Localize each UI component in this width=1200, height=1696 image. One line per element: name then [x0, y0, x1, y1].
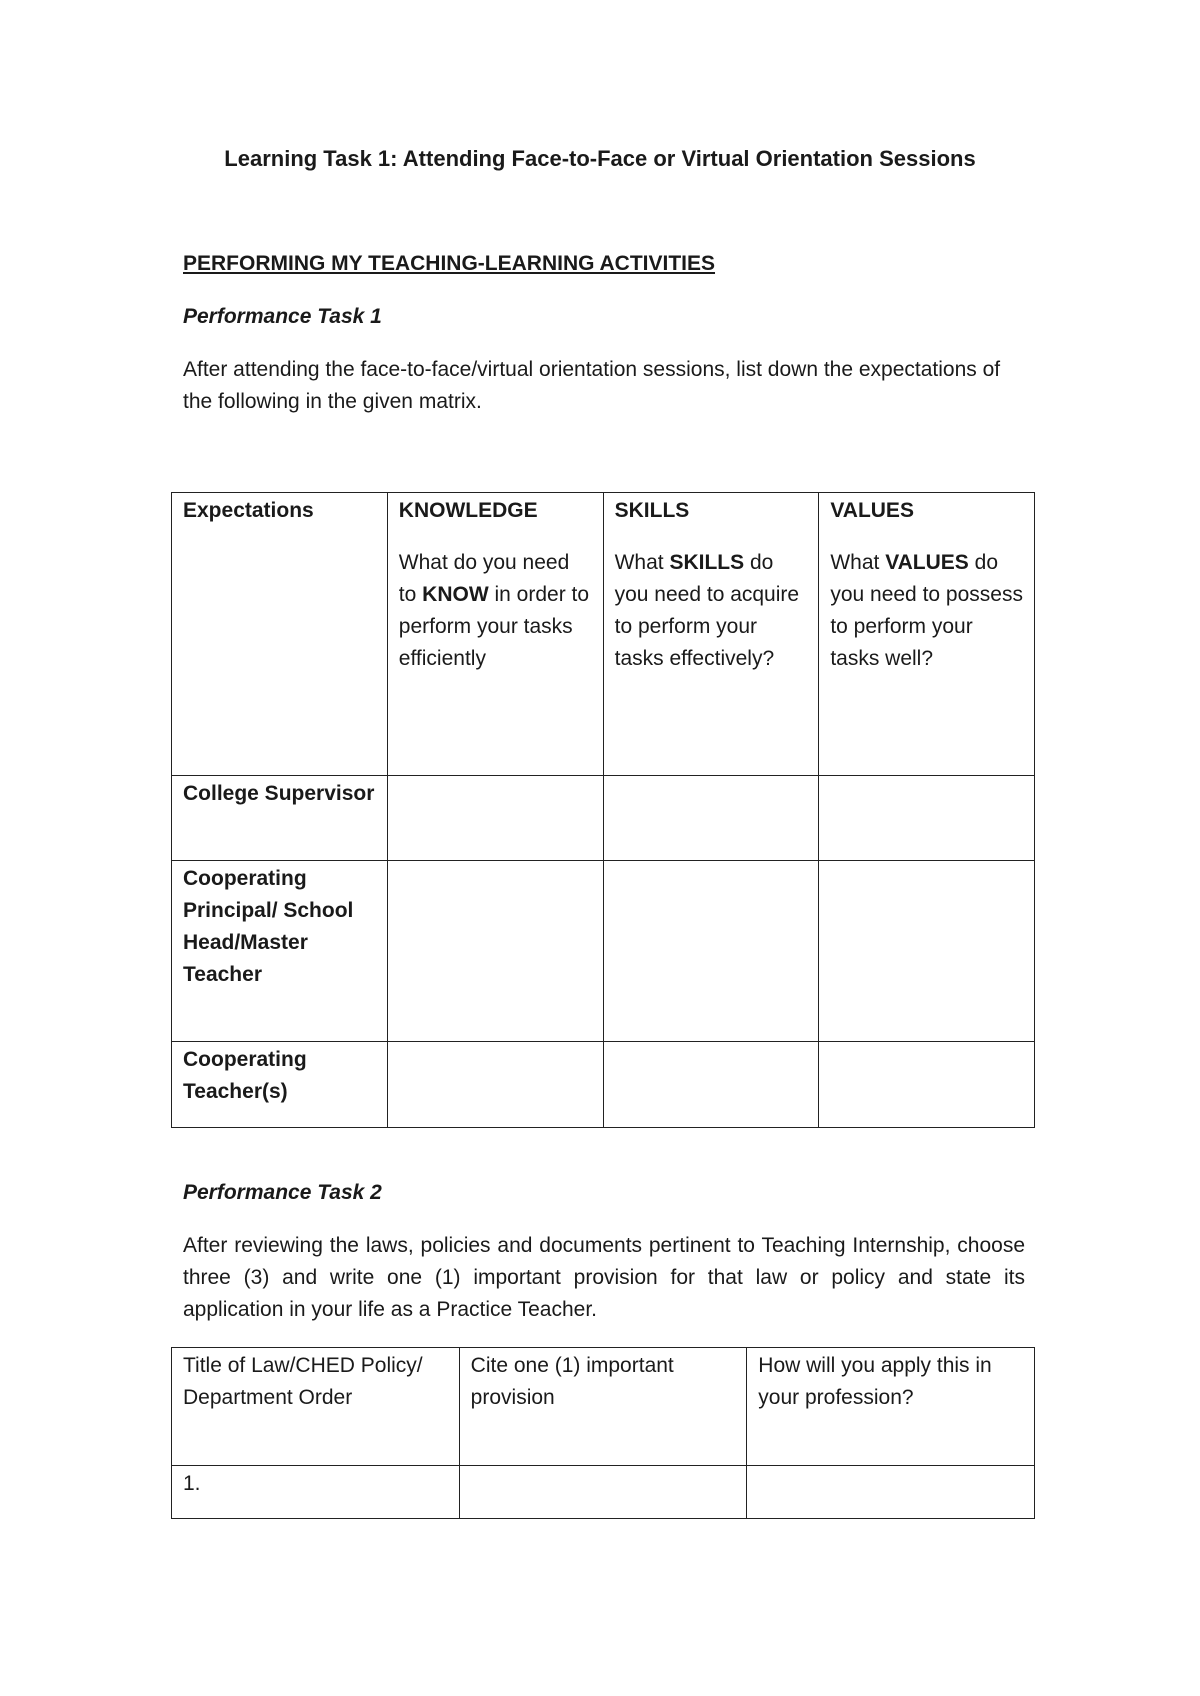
cooperating-principal-label: Cooperating Principal/ School Head/Master Teacher [183, 867, 354, 986]
provision-header: Cite one (1) important provision [459, 1348, 747, 1466]
matrix-corner-cell [172, 493, 388, 776]
row-number-cell[interactable]: 1. [172, 1466, 460, 1519]
law-title-header: Title of Law/CHED Policy/ Department Order [172, 1348, 460, 1466]
values-question [830, 547, 1023, 675]
matrix-header-row [172, 493, 1035, 776]
answer-cell[interactable] [603, 1042, 819, 1128]
knowledge-question-keyword: KNOW [422, 583, 489, 606]
section-heading: PERFORMING MY TEACHING-LEARNING ACTIVITIES [183, 252, 716, 275]
table-row [172, 1042, 1035, 1128]
document-title: Learning Task 1: Attending Face-to-Face or Virtual Orientation Sessions [224, 146, 976, 171]
answer-cell[interactable] [819, 861, 1035, 1042]
laws-header-row [172, 1348, 1035, 1466]
table-row [172, 776, 1035, 861]
row-label-cell [172, 861, 388, 1042]
performance-task-1-instructions: After attending the face-to-face/virtual orientation sessions, list down the expectations of the following in the given matrix. [183, 358, 1001, 413]
knowledge-question [399, 547, 592, 675]
expectations-label: Expectations [183, 499, 314, 522]
performance-task-1-heading: Performance Task 1 [183, 305, 382, 328]
knowledge-title: KNOWLEDGE [398, 499, 538, 522]
knowledge-question-text: What do you need to [398, 551, 570, 606]
skills-header-cell [603, 493, 819, 776]
values-question-text: What [830, 551, 886, 574]
knowledge-header-cell [387, 493, 603, 776]
skills-question-keyword: SKILLS [669, 551, 745, 574]
skills-title: SKILLS [614, 499, 690, 522]
skills-question [615, 547, 808, 675]
answer-cell[interactable] [819, 776, 1035, 861]
values-question-keyword: VALUES [885, 551, 969, 574]
performance-task-2-heading: Performance Task 2 [183, 1181, 382, 1204]
expectations-matrix [171, 492, 1035, 1128]
row-label-cell [172, 1042, 388, 1128]
answer-cell[interactable] [387, 1042, 603, 1128]
performance-task-2-instructions: After reviewing the laws, policies and documents pertinent to Teaching Internship, choose three (3) and write one (1) important provision for that law or policy and state its application in your life as a Practice Teacher. [183, 1234, 1025, 1321]
answer-cell[interactable] [819, 1042, 1035, 1128]
answer-cell[interactable] [387, 776, 603, 861]
knowledge-question-text: in order to perform your tasks efficiently [398, 583, 590, 670]
row-label-cell [172, 776, 388, 861]
values-header-cell [819, 493, 1035, 776]
skills-question-text: do you need to acquire to perform your tasks effectively? [614, 551, 800, 670]
skills-question-text: What [614, 551, 670, 574]
laws-policies-table [171, 1347, 1035, 1519]
table-row [172, 861, 1035, 1042]
answer-cell[interactable] [603, 861, 819, 1042]
values-question-text: do you need to possess to perform your tasks well? [830, 551, 1023, 670]
college-supervisor-label: College Supervisor [183, 782, 375, 805]
application-header: How will you apply this in your profession? [747, 1348, 1035, 1466]
answer-cell[interactable] [747, 1466, 1035, 1519]
cooperating-teacher-label: Cooperating Teacher(s) [183, 1048, 307, 1103]
table-row [172, 1466, 1035, 1519]
answer-cell[interactable] [603, 776, 819, 861]
answer-cell[interactable] [387, 861, 603, 1042]
answer-cell[interactable] [459, 1466, 747, 1519]
values-title: VALUES [830, 499, 914, 522]
